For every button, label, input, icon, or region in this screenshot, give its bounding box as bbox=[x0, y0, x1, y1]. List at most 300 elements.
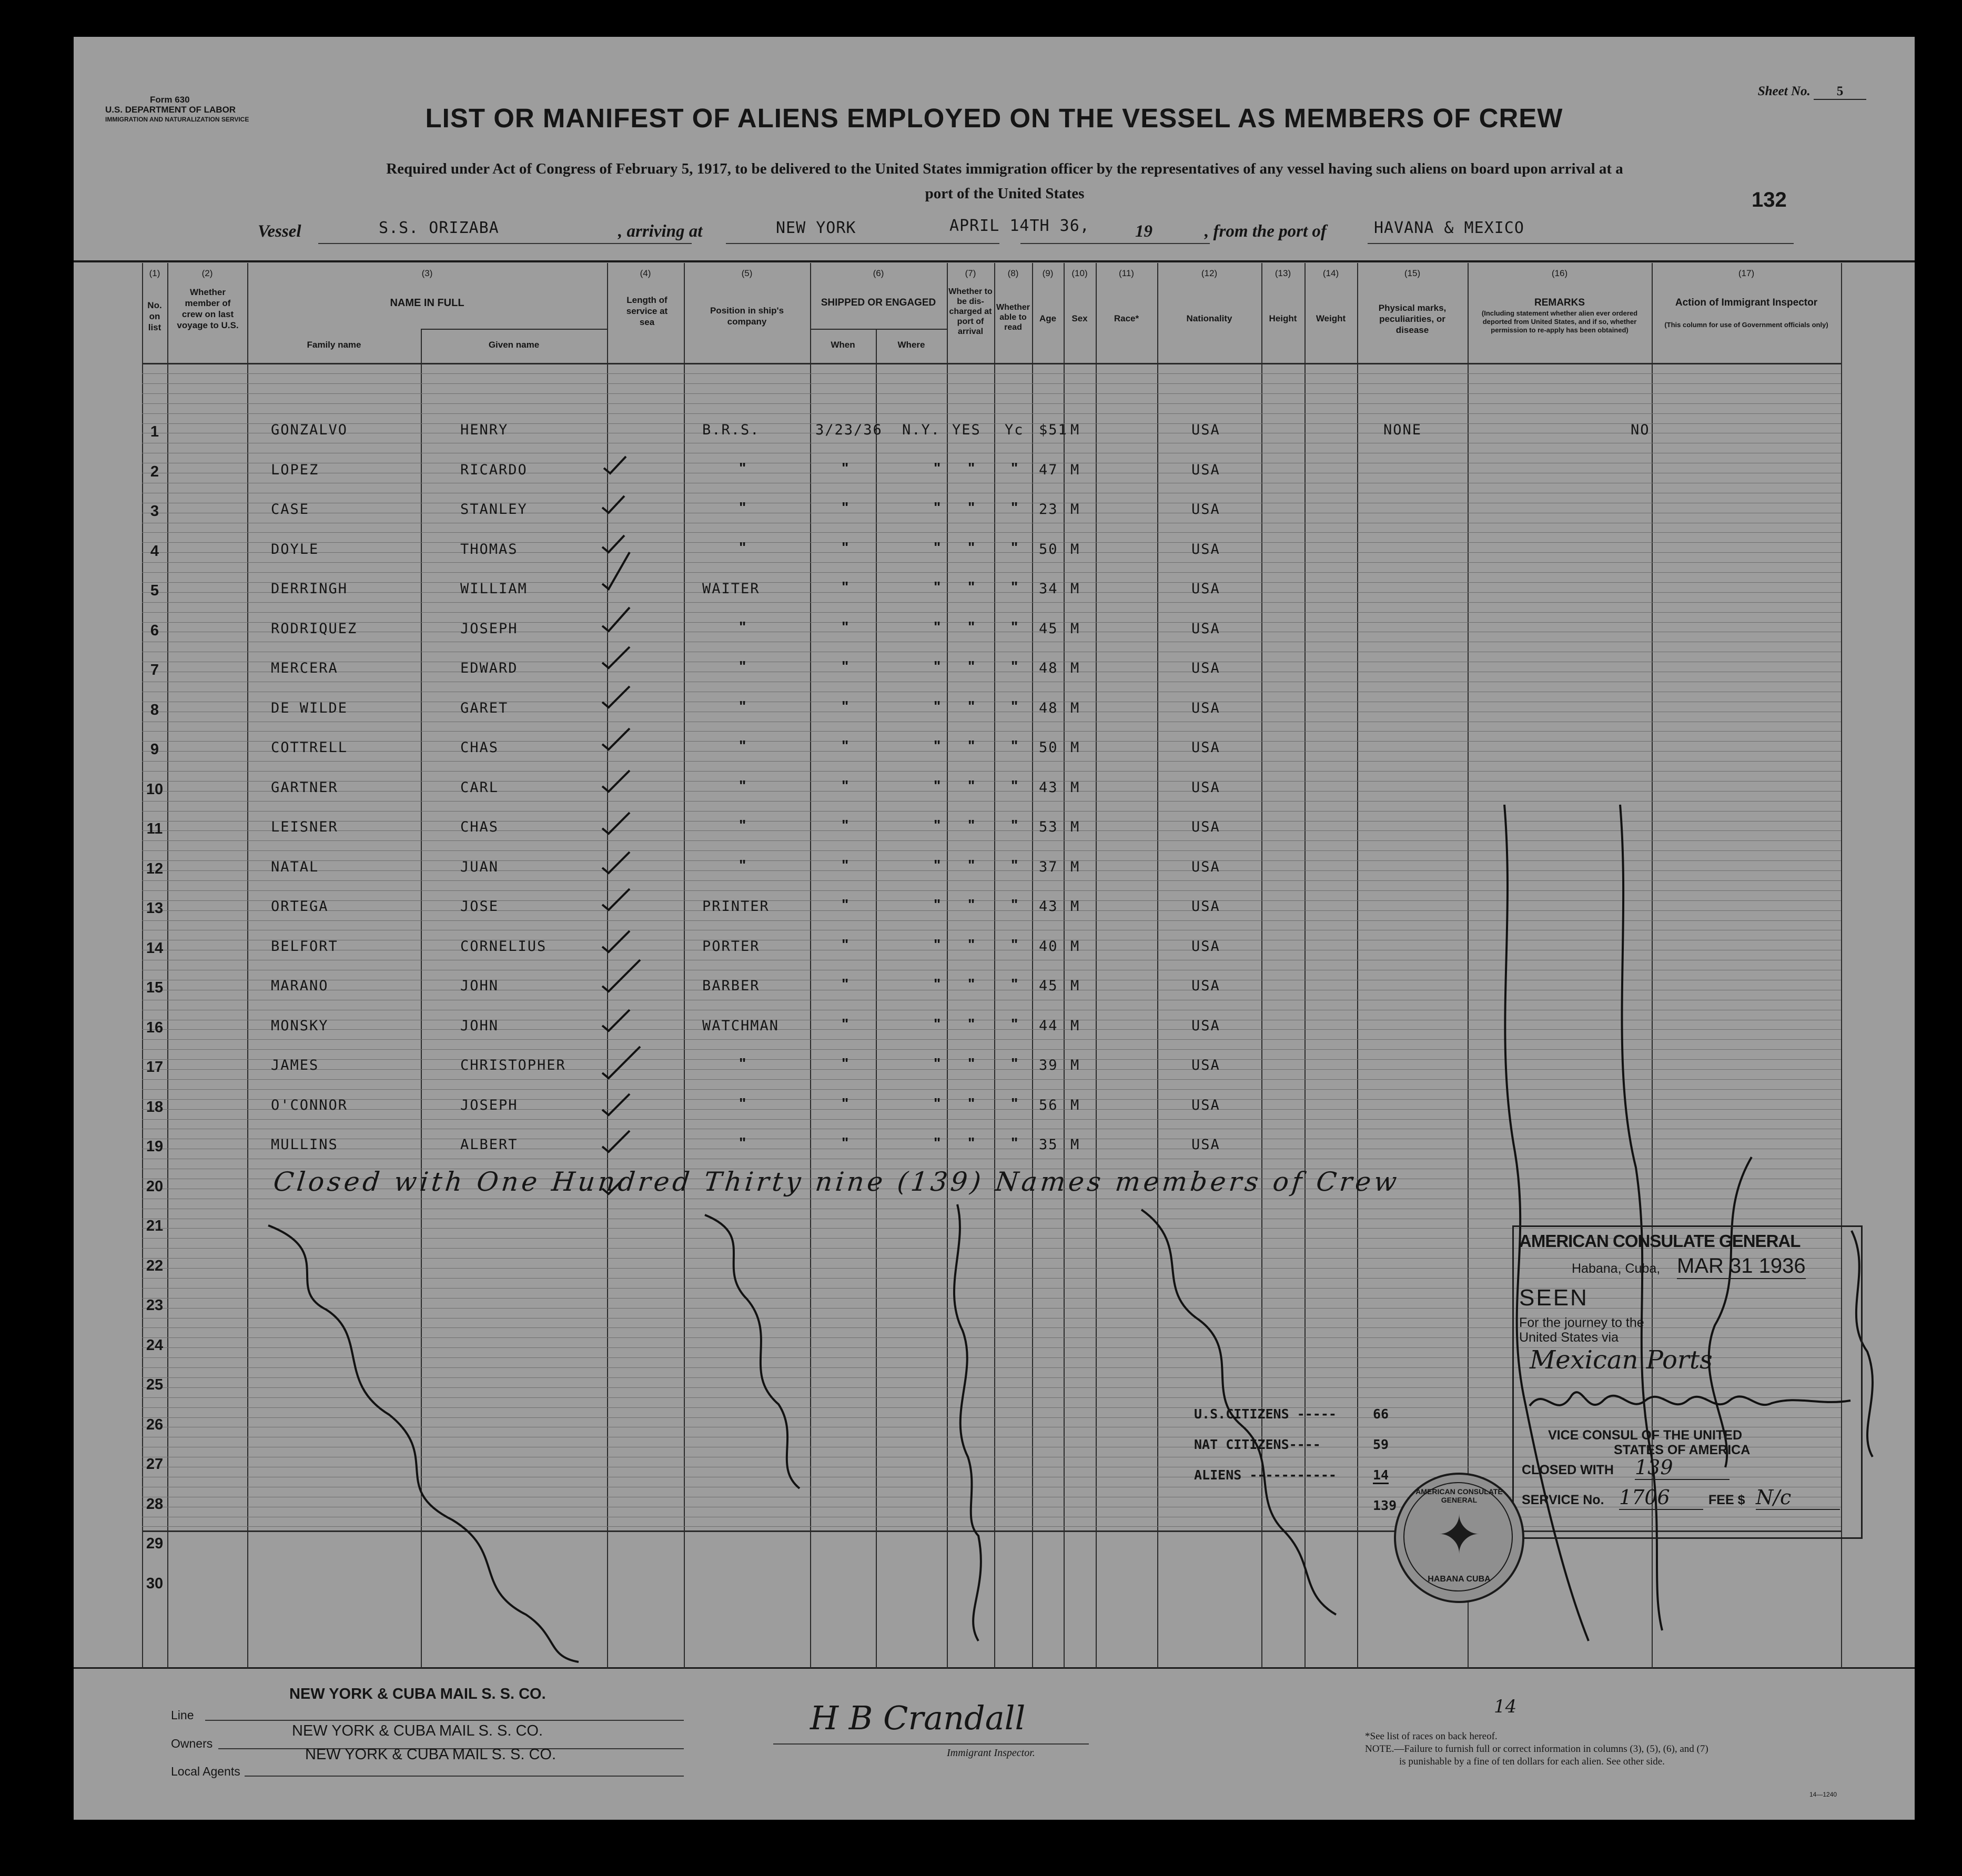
row-number: 23 bbox=[146, 1297, 164, 1314]
from-port-label: , from the port of bbox=[1205, 222, 1327, 241]
ditto-mark: " bbox=[934, 618, 941, 635]
ditto-mark: " bbox=[739, 856, 746, 873]
journey-line-2: United States via bbox=[1519, 1330, 1619, 1345]
fee-label: FEE $ bbox=[1708, 1493, 1745, 1507]
ditto-mark: " bbox=[842, 856, 849, 873]
remarks-cell: NO bbox=[1631, 422, 1650, 438]
ditto-mark: " bbox=[968, 1134, 975, 1151]
consulate-seal bbox=[1394, 1473, 1524, 1603]
ditto-mark: " bbox=[968, 618, 975, 635]
ditto-mark: " bbox=[934, 459, 941, 476]
ditto-mark: " bbox=[842, 1015, 849, 1032]
arrival-date: APRIL 14TH 36, bbox=[949, 217, 1090, 235]
header-nationality: Nationality bbox=[1186, 313, 1232, 323]
sex-cell: M bbox=[1070, 699, 1080, 716]
given-name-cell: GARET bbox=[460, 699, 509, 716]
failure-note-2: is punishable by a fine of ten dollars for each alien. See other side. bbox=[1399, 1756, 1665, 1767]
nat-citizens-count: 59 bbox=[1373, 1437, 1389, 1452]
given-name-cell: STANLEY bbox=[460, 501, 528, 518]
ditto-mark: " bbox=[934, 976, 941, 992]
given-name-cell: CORNELIUS bbox=[460, 938, 547, 955]
agents-value: NEW YORK & CUBA MAIL S. S. CO. bbox=[305, 1746, 556, 1763]
given-name-cell: JOSEPH bbox=[460, 620, 518, 637]
header-height: Height bbox=[1269, 313, 1297, 323]
nationality-cell: USA bbox=[1191, 858, 1220, 875]
col-num-6: (6) bbox=[873, 268, 884, 278]
inspector-signature: H B Crandall bbox=[810, 1699, 1026, 1737]
family-name-cell: ORTEGA bbox=[271, 898, 329, 915]
ditto-mark: " bbox=[1011, 459, 1018, 476]
arriving-port: NEW YORK bbox=[776, 219, 856, 237]
vessel-name: S.S. ORIZABA bbox=[379, 219, 499, 237]
ditto-mark: " bbox=[934, 539, 941, 555]
age-cell: 35 bbox=[1039, 1137, 1058, 1153]
nationality-cell: USA bbox=[1191, 660, 1220, 676]
age-cell: 56 bbox=[1039, 1097, 1058, 1113]
ditto-mark: " bbox=[739, 777, 746, 794]
ditto-mark: " bbox=[934, 579, 941, 595]
row-number: 30 bbox=[146, 1575, 164, 1592]
given-name-cell: EDWARD bbox=[460, 660, 518, 676]
sex-cell: M bbox=[1070, 1097, 1080, 1113]
race-note: *See list of races on back hereof. bbox=[1365, 1731, 1498, 1742]
ditto-mark: " bbox=[842, 1134, 849, 1151]
sex-cell: M bbox=[1070, 1057, 1080, 1073]
family-name-cell: GARTNER bbox=[271, 779, 338, 796]
nationality-cell: USA bbox=[1191, 581, 1220, 597]
service-name: IMMIGRATION AND NATURALIZATION SERVICE bbox=[105, 116, 249, 123]
ditto-mark: " bbox=[934, 896, 941, 912]
ditto-mark: " bbox=[934, 1094, 941, 1111]
us-citizens-count: 66 bbox=[1373, 1406, 1389, 1422]
sheet-value: 5 bbox=[1814, 84, 1866, 100]
nationality-cell: USA bbox=[1191, 422, 1220, 438]
us-citizens-row bbox=[1194, 1399, 1433, 1429]
given-name-cell: CHAS bbox=[460, 739, 499, 756]
nationality-cell: USA bbox=[1191, 541, 1220, 557]
given-name-cell: CHAS bbox=[460, 819, 499, 835]
age-cell: 43 bbox=[1039, 779, 1058, 796]
row-number: 7 bbox=[150, 662, 159, 678]
row-number: 20 bbox=[146, 1178, 164, 1195]
ditto-mark: " bbox=[934, 1134, 941, 1151]
arriving-label: , arriving at bbox=[618, 222, 703, 241]
ditto-mark: " bbox=[739, 1134, 746, 1151]
owners-label: Owners bbox=[171, 1737, 213, 1750]
position-cell: PORTER bbox=[702, 938, 760, 955]
ditto-mark: " bbox=[1011, 976, 1018, 992]
line-value: NEW YORK & CUBA MAIL S. S. CO. bbox=[289, 1686, 546, 1702]
nationality-cell: USA bbox=[1191, 779, 1220, 796]
ditto-mark: " bbox=[968, 896, 975, 912]
sex-cell: M bbox=[1070, 422, 1080, 438]
col-num-2: (2) bbox=[201, 268, 213, 278]
ditto-mark: " bbox=[1011, 1094, 1018, 1111]
row-number: 13 bbox=[146, 900, 164, 917]
ditto-mark: " bbox=[842, 499, 849, 515]
header-no-on-list: No. on list bbox=[147, 300, 162, 332]
ditto-mark: " bbox=[968, 539, 975, 555]
where-cell: N.Y. bbox=[902, 422, 941, 438]
discharged-cell: YES bbox=[952, 422, 981, 438]
header-discharged: Whether to be dis-charged at port of arrival bbox=[948, 287, 993, 336]
aliens-count: 14 bbox=[1373, 1467, 1389, 1484]
nat-citizens-row bbox=[1194, 1429, 1433, 1460]
ditto-mark: " bbox=[968, 976, 975, 992]
header-able-to-read: Whether able to read bbox=[996, 303, 1030, 332]
subtitle-line-1: Required under Act of Congress of February 5, 1917, to be delivered to the United States immigration officer by the representatives of any vessel having such aliens on board upon arrival at a bbox=[386, 160, 1623, 177]
ditto-mark: " bbox=[968, 1015, 975, 1032]
row-number: 11 bbox=[146, 820, 163, 837]
ditto-mark: " bbox=[1011, 499, 1018, 515]
col-num-3: (3) bbox=[421, 268, 433, 278]
subtitle-line-2: port of the United States bbox=[925, 185, 1085, 202]
physical-marks-cell: NONE bbox=[1383, 422, 1422, 438]
ditto-mark: " bbox=[1011, 579, 1018, 595]
failure-note-1: NOTE.—Failure to furnish full or correct information in columns (3), (5), (6), and (7) bbox=[1365, 1743, 1708, 1755]
family-name-cell: O'CONNOR bbox=[271, 1097, 348, 1113]
ditto-mark: " bbox=[739, 737, 746, 754]
age-cell: 50 bbox=[1039, 541, 1058, 557]
from-port: HAVANA & MEXICO bbox=[1374, 219, 1524, 237]
fee-value: N/c bbox=[1756, 1486, 1840, 1510]
col-num-11: (11) bbox=[1119, 268, 1134, 278]
seal-text-top: AMERICAN CONSULATE GENERAL bbox=[1415, 1487, 1503, 1504]
row-number: 28 bbox=[146, 1495, 164, 1513]
ditto-mark: " bbox=[968, 1055, 975, 1071]
ditto-mark: " bbox=[1011, 539, 1018, 555]
row-number: 26 bbox=[146, 1416, 164, 1433]
consulate-name: AMERICAN CONSULATE GENERAL bbox=[1519, 1231, 1801, 1251]
ditto-mark: " bbox=[1011, 1055, 1018, 1071]
header-race: Race* bbox=[1114, 313, 1139, 323]
closed-with-value: 139 bbox=[1635, 1456, 1730, 1480]
sex-cell: M bbox=[1070, 739, 1080, 756]
header-age: Age bbox=[1039, 313, 1057, 323]
nationality-cell: USA bbox=[1191, 978, 1220, 994]
ditto-mark: " bbox=[968, 658, 975, 674]
nationality-cell: USA bbox=[1191, 1137, 1220, 1153]
family-name-cell: DERRINGH bbox=[271, 581, 348, 597]
ditto-mark: " bbox=[842, 896, 849, 912]
seal-eagle-icon: ✦ bbox=[1437, 1506, 1481, 1565]
nationality-cell: USA bbox=[1191, 501, 1220, 518]
family-name-cell: BELFORT bbox=[271, 938, 338, 955]
ditto-mark: " bbox=[968, 499, 975, 515]
header-position: Position in ship's company bbox=[710, 306, 784, 327]
sex-cell: M bbox=[1070, 461, 1080, 478]
nationality-cell: USA bbox=[1191, 1057, 1220, 1073]
age-cell: 40 bbox=[1039, 938, 1058, 955]
header-length-service: Length of service at sea bbox=[626, 295, 668, 327]
col-num-17: (17) bbox=[1738, 268, 1755, 278]
sex-cell: M bbox=[1070, 938, 1080, 955]
position-cell: BARBER bbox=[702, 978, 760, 994]
vice-consul-signature bbox=[1524, 1385, 1861, 1427]
given-name-cell: JOHN bbox=[460, 978, 499, 994]
col-num-9: (9) bbox=[1042, 268, 1054, 278]
ditto-mark: " bbox=[1011, 817, 1018, 833]
ditto-mark: " bbox=[968, 777, 975, 794]
sex-cell: M bbox=[1070, 898, 1080, 915]
header-family-name: Family name bbox=[307, 340, 361, 350]
closing-note: Closed with One Hundred Thirty nine (139) Names members of Crew bbox=[271, 1167, 1402, 1197]
row-number: 24 bbox=[146, 1336, 164, 1354]
ditto-mark: " bbox=[842, 1055, 849, 1071]
age-cell: 45 bbox=[1039, 978, 1058, 994]
nationality-cell: USA bbox=[1191, 898, 1220, 915]
sex-cell: M bbox=[1070, 978, 1080, 994]
family-name-cell: MARANO bbox=[271, 978, 329, 994]
ditto-mark: " bbox=[1011, 896, 1018, 912]
seen-label: SEEN bbox=[1519, 1285, 1589, 1311]
ditto-mark: " bbox=[968, 936, 975, 952]
given-name-cell: JUAN bbox=[460, 858, 499, 875]
ditto-mark: " bbox=[739, 459, 746, 476]
age-cell: 23 bbox=[1039, 501, 1058, 518]
nationality-cell: USA bbox=[1191, 1097, 1220, 1113]
given-name-cell: RICARDO bbox=[460, 461, 528, 478]
family-name-cell: DE WILDE bbox=[271, 699, 348, 716]
ditto-mark: " bbox=[739, 499, 746, 515]
col-num-15: (15) bbox=[1404, 268, 1421, 278]
us-citizens-label: U.S.CITIZENS ----- bbox=[1194, 1406, 1337, 1422]
ditto-mark: " bbox=[842, 697, 849, 714]
nationality-cell: USA bbox=[1191, 699, 1220, 716]
ditto-mark: " bbox=[934, 817, 941, 833]
row-number: 10 bbox=[146, 780, 164, 798]
ditto-mark: " bbox=[968, 697, 975, 714]
row-number: 19 bbox=[146, 1138, 164, 1155]
sex-cell: M bbox=[1070, 779, 1080, 796]
header-sex: Sex bbox=[1071, 313, 1088, 323]
row-number: 6 bbox=[150, 622, 159, 639]
ditto-mark: " bbox=[842, 737, 849, 754]
sex-cell: M bbox=[1070, 660, 1080, 676]
nationality-cell: USA bbox=[1191, 1017, 1220, 1034]
ditto-mark: " bbox=[934, 697, 941, 714]
given-name-cell: JOSE bbox=[460, 898, 499, 915]
row-number: 2 bbox=[150, 463, 159, 480]
cancellation-lines bbox=[74, 37, 1915, 1820]
ditto-mark: " bbox=[739, 817, 746, 833]
ditto-mark: " bbox=[968, 459, 975, 476]
ditto-mark: " bbox=[968, 817, 975, 833]
header-action-note: (This column for use of Government officials only) bbox=[1664, 321, 1828, 329]
family-name-cell: DOYLE bbox=[271, 541, 319, 557]
col-num-7: (7) bbox=[965, 268, 976, 278]
ditto-mark: " bbox=[739, 539, 746, 555]
family-name-cell: CASE bbox=[271, 501, 310, 518]
inspector-label: Immigrant Inspector. bbox=[947, 1747, 1035, 1759]
vice-consul-line-1: VICE CONSUL OF THE UNITED bbox=[1548, 1428, 1743, 1443]
header-weight: Weight bbox=[1316, 313, 1346, 323]
age-cell: 44 bbox=[1039, 1017, 1058, 1034]
age-cell: 39 bbox=[1039, 1057, 1058, 1073]
nat-citizens-label: NAT CITIZENS---- bbox=[1194, 1437, 1321, 1452]
header-physical-marks: Physical marks, peculiarities, or disease bbox=[1378, 303, 1447, 335]
aliens-label: ALIENS ----------- bbox=[1194, 1467, 1337, 1483]
year-label: 19 bbox=[1135, 222, 1152, 241]
ditto-mark: " bbox=[1011, 618, 1018, 635]
row-number: 16 bbox=[146, 1019, 164, 1036]
ditto-mark: " bbox=[842, 459, 849, 476]
given-name-cell: JOSEPH bbox=[460, 1097, 518, 1113]
sex-cell: M bbox=[1070, 1017, 1080, 1034]
read-cell: Yc bbox=[1005, 422, 1024, 438]
ditto-mark: " bbox=[1011, 856, 1018, 873]
nationality-cell: USA bbox=[1191, 620, 1220, 637]
row-number: 17 bbox=[146, 1059, 164, 1076]
ditto-mark: " bbox=[934, 499, 941, 515]
sex-cell: M bbox=[1070, 620, 1080, 637]
ditto-mark: " bbox=[1011, 777, 1018, 794]
header-remarks: REMARKS bbox=[1534, 297, 1585, 308]
age-cell: 48 bbox=[1039, 699, 1058, 716]
ditto-mark: " bbox=[1011, 1134, 1018, 1151]
header-remarks-note: (Including statement whether alien ever ordered deported from United States, and if so, whether permission to re-apply has been obtained) bbox=[1481, 309, 1638, 334]
family-name-cell: MULLINS bbox=[271, 1137, 338, 1153]
header-when: When bbox=[831, 340, 855, 350]
row-number: 14 bbox=[146, 939, 164, 957]
position-cell: WATCHMAN bbox=[702, 1017, 780, 1034]
sex-cell: M bbox=[1070, 501, 1080, 518]
department-name: U.S. DEPARTMENT OF LABOR bbox=[105, 105, 236, 115]
given-name-cell: JOHN bbox=[460, 1017, 499, 1034]
ditto-mark: " bbox=[968, 1094, 975, 1111]
ditto-mark: " bbox=[934, 936, 941, 952]
col-num-13: (13) bbox=[1275, 268, 1291, 278]
family-name-cell: RODRIQUEZ bbox=[271, 620, 358, 637]
sex-cell: M bbox=[1070, 858, 1080, 875]
sheet-label: Sheet No. bbox=[1757, 84, 1811, 98]
sex-cell: M bbox=[1070, 581, 1080, 597]
ditto-mark: " bbox=[968, 856, 975, 873]
age-cell: 34 bbox=[1039, 581, 1058, 597]
vessel-label: Vessel bbox=[258, 222, 301, 241]
age-cell: 37 bbox=[1039, 858, 1058, 875]
family-name-cell: JAMES bbox=[271, 1057, 319, 1073]
consulate-city: Habana, Cuba, bbox=[1572, 1261, 1661, 1276]
given-name-cell: CARL bbox=[460, 779, 499, 796]
col-num-10: (10) bbox=[1071, 268, 1088, 278]
row-number: 4 bbox=[150, 542, 159, 560]
ditto-mark: " bbox=[934, 856, 941, 873]
sex-cell: M bbox=[1070, 541, 1080, 557]
manifest-sheet bbox=[74, 37, 1915, 1820]
ditto-mark: " bbox=[842, 539, 849, 555]
service-no-value: 1706 bbox=[1619, 1486, 1703, 1510]
position-cell: WAITER bbox=[702, 581, 760, 597]
ditto-mark: " bbox=[1011, 658, 1018, 674]
given-name-cell: ALBERT bbox=[460, 1137, 518, 1153]
header-shipped-engaged: SHIPPED OR ENGAGED bbox=[821, 297, 936, 308]
ditto-mark: " bbox=[934, 658, 941, 674]
row-number: 22 bbox=[146, 1257, 164, 1274]
service-no-label: SERVICE No. bbox=[1522, 1493, 1604, 1507]
ditto-mark: " bbox=[934, 737, 941, 754]
header-member-last-voyage: Whether member of crew on last voyage to U.S. bbox=[177, 287, 239, 330]
family-name-cell: MONSKY bbox=[271, 1017, 329, 1034]
position-cell: PRINTER bbox=[702, 898, 770, 915]
ditto-mark: " bbox=[842, 976, 849, 992]
age-cell: 50 bbox=[1039, 739, 1058, 756]
margin-mark-14: 14 bbox=[1494, 1696, 1517, 1717]
col-num-8: (8) bbox=[1007, 268, 1019, 278]
nationality-cell: USA bbox=[1191, 819, 1220, 835]
age-cell: $51 bbox=[1039, 422, 1068, 438]
ditto-mark: " bbox=[842, 658, 849, 674]
ditto-mark: " bbox=[934, 1015, 941, 1032]
age-cell: 43 bbox=[1039, 898, 1058, 915]
nationality-cell: USA bbox=[1191, 739, 1220, 756]
ditto-mark: " bbox=[1011, 1015, 1018, 1032]
ditto-mark: " bbox=[739, 697, 746, 714]
given-name-cell: HENRY bbox=[460, 422, 509, 438]
age-cell: 45 bbox=[1039, 620, 1058, 637]
position-cell: B.R.S. bbox=[702, 422, 760, 438]
stamp-date: MAR 31 1936 bbox=[1677, 1254, 1806, 1279]
ditto-mark: " bbox=[842, 777, 849, 794]
journey-line-1: For the journey to the bbox=[1519, 1315, 1644, 1330]
family-name-cell: GONZALVO bbox=[271, 422, 348, 438]
sex-cell: M bbox=[1070, 1137, 1080, 1153]
row-number: 9 bbox=[150, 741, 159, 758]
row-number: 21 bbox=[146, 1218, 164, 1234]
ditto-mark: " bbox=[842, 618, 849, 635]
row-number: 15 bbox=[146, 979, 164, 996]
header-name-in-full: NAME IN FULL bbox=[390, 297, 464, 309]
journey-via: Mexican Ports bbox=[1530, 1345, 1713, 1375]
ditto-mark: " bbox=[934, 1055, 941, 1071]
agents-label: Local Agents bbox=[171, 1765, 240, 1778]
col-num-4: (4) bbox=[640, 268, 651, 278]
ditto-mark: " bbox=[842, 1094, 849, 1111]
col-num-14: (14) bbox=[1322, 268, 1339, 278]
total-count: 139 bbox=[1373, 1498, 1397, 1513]
header-given-name: Given name bbox=[488, 340, 540, 350]
ditto-mark: " bbox=[842, 936, 849, 952]
sex-cell: M bbox=[1070, 819, 1080, 835]
col-num-5: (5) bbox=[741, 268, 753, 278]
ditto-mark: " bbox=[842, 579, 849, 595]
page-title: LIST OR MANIFEST OF ALIENS EMPLOYED ON THE VESSEL AS MEMBERS OF CREW bbox=[425, 103, 1563, 133]
ditto-mark: " bbox=[968, 579, 975, 595]
form-number: Form 630 bbox=[150, 95, 190, 105]
age-cell: 48 bbox=[1039, 660, 1058, 676]
form-code: 14—1240 bbox=[1809, 1791, 1837, 1798]
row-number: 8 bbox=[150, 701, 159, 718]
ditto-mark: " bbox=[1011, 936, 1018, 952]
aliens-row bbox=[1194, 1460, 1433, 1490]
line-label: Line bbox=[171, 1708, 194, 1722]
given-name-cell: WILLIAM bbox=[460, 581, 528, 597]
family-name-cell: LEISNER bbox=[271, 819, 338, 835]
consulate-stamp bbox=[1512, 1225, 1863, 1539]
col-num-16: (16) bbox=[1551, 268, 1568, 278]
ditto-mark: " bbox=[1011, 737, 1018, 754]
given-name-cell: CHRISTOPHER bbox=[460, 1057, 566, 1073]
closed-with-label: CLOSED WITH bbox=[1522, 1463, 1614, 1477]
ditto-mark: " bbox=[739, 618, 746, 635]
row-number: 3 bbox=[150, 503, 159, 520]
row-number: 27 bbox=[146, 1456, 164, 1473]
row-number: 12 bbox=[146, 860, 164, 877]
row-number: 5 bbox=[150, 582, 159, 599]
nationality-cell: USA bbox=[1191, 461, 1220, 478]
family-name-cell: NATAL bbox=[271, 858, 319, 875]
family-name-cell: MERCERA bbox=[271, 660, 338, 676]
